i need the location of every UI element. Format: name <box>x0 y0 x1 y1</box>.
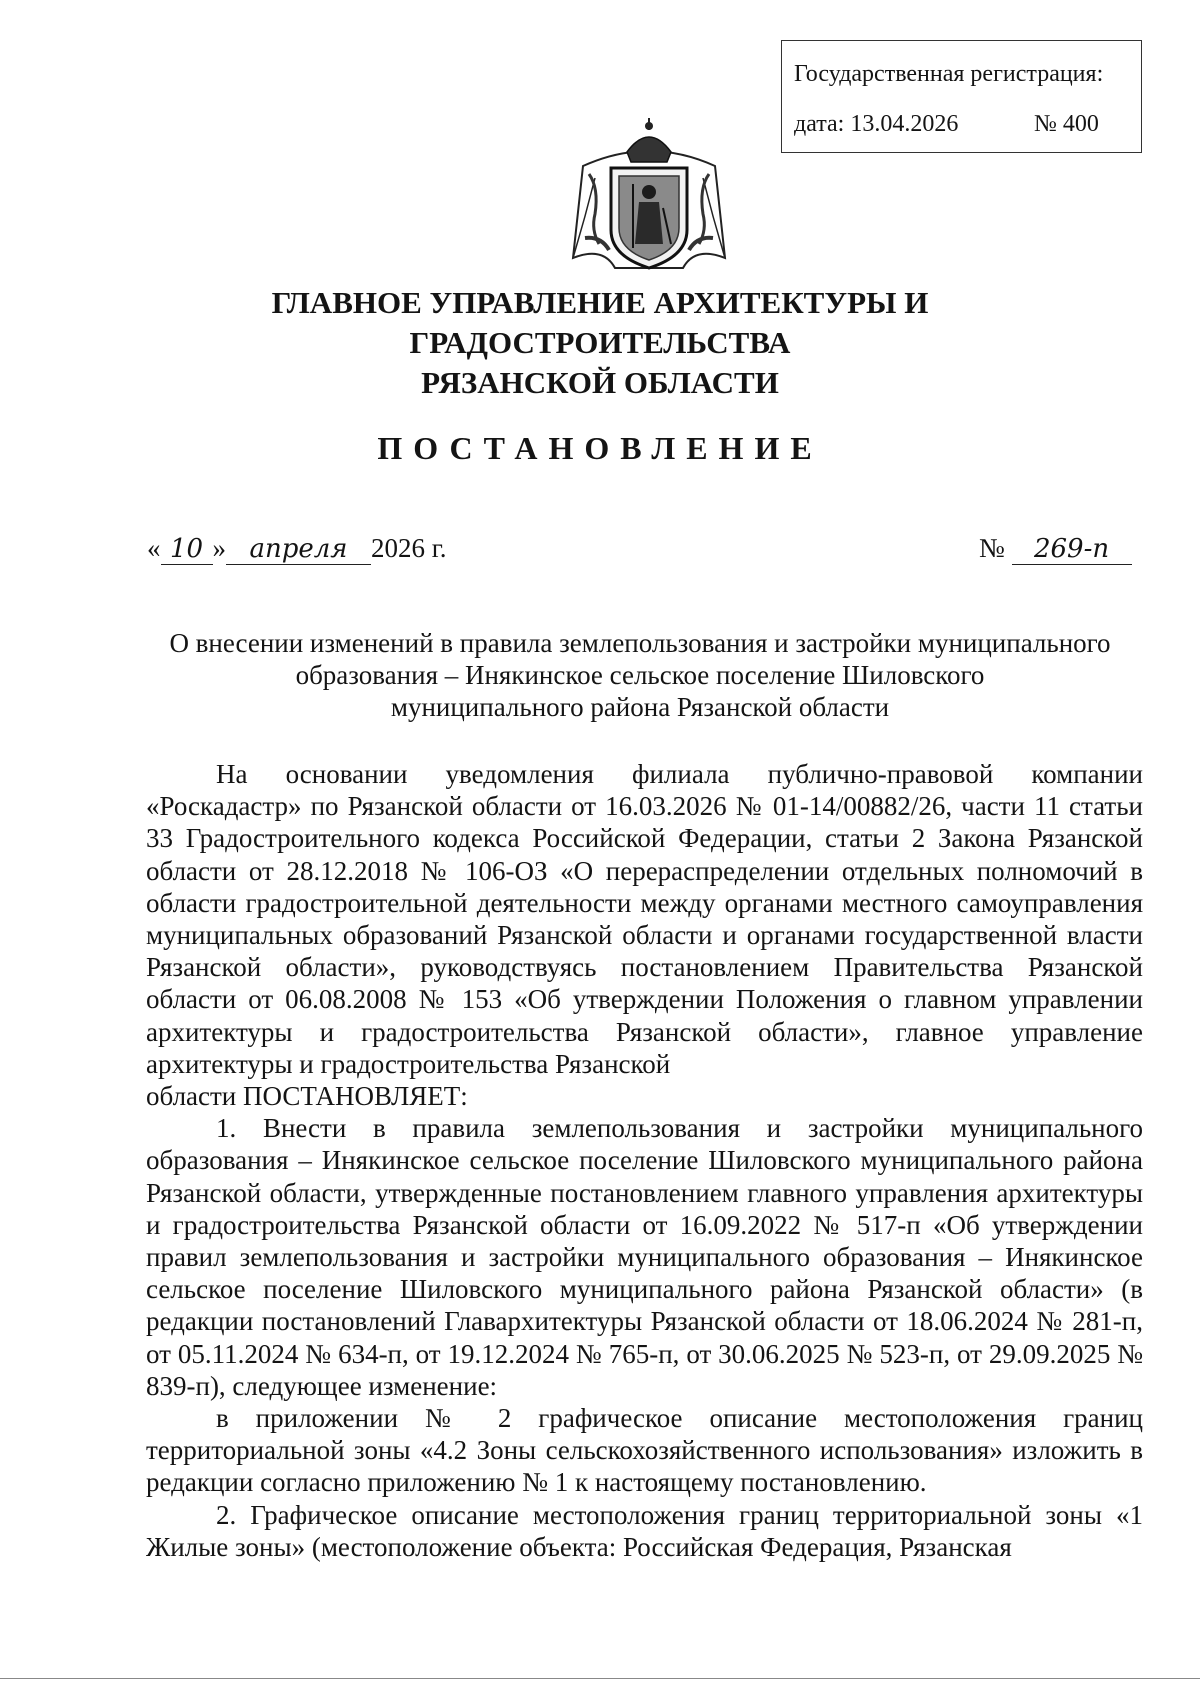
subject-line1: О внесении изменений в правила землепользования и застройки муниципального <box>169 628 1111 658</box>
date-open-quote: « <box>147 533 161 563</box>
document-date <box>147 533 447 565</box>
page-edge-divider <box>0 1678 1200 1679</box>
date-year: 2026 г. <box>371 533 447 563</box>
handwritten-number: 269-п <box>1012 534 1132 565</box>
organization-title <box>100 283 1100 403</box>
document-type-heading: ПОСТАНОВЛЕНИЕ <box>377 430 823 466</box>
subject-line3: муниципального района Рязанской области <box>390 692 890 722</box>
registration-title: Государственная регистрация: <box>794 61 1104 87</box>
handwritten-month: апреля <box>226 534 371 565</box>
registration-stamp <box>781 40 1142 153</box>
body-paragraph-preamble: На основании уведомления филиала публично-правовой компании «Роскадастр» по Рязанской области от 16.03.2026 № 01-14/00882/26, части 11 статьи 33 Градостроительного кодекса Российской Федерации, статьи 2 Закона Рязанской области от 28.12.2018 № 106-ОЗ «О перераспределении отдельных полномочий в области градостроительной деятельности между органами местного самоуправления муниципальных образований Рязанской области и органами государственной власти Рязанской области», руководствуясь постановлением Правительства Рязанской области от 06.08.2008 № 153 «Об утверждении Положения о главном управлении архитектуры и градостроительства Рязанской области», главное управление архитектуры и градостроительства Рязанской <box>146 759 1143 1079</box>
date-close-quote: » <box>212 533 226 563</box>
number-prefix: № <box>979 533 1005 563</box>
registration-number: № 400 <box>1034 111 1099 137</box>
handwritten-day: 10 <box>161 534 213 565</box>
body-paragraph-preamble-end: области ПОСТАНОВЛЯЕТ: <box>146 1081 468 1112</box>
body-paragraph-item2: 2. Графическое описание местоположения границ территориальной зоны «1 Жилые зоны» (местоположение объекта: Российская Федерация, Рязанская <box>146 1499 1143 1562</box>
registration-date: дата: 13.04.2026 <box>794 111 959 137</box>
document-subject <box>140 627 1140 723</box>
body-paragraph-item1: 1. Внести в правила землепользования и застройки муниципального образования – Инякинское сельское поселение Шиловского муниципального района Рязанской области, утвержденные постановлением главного управления архитектуры и градостроительства Рязанской области от 16.09.2022 № 517-п «Об утверждении правил землепользования и застройки муниципального образования – Инякинское сельское поселение Шиловского муниципального района Рязанской области» (в редакции постановлений Главархитектуры Рязанской области от 18.06.2024 № 281-п, от 05.11.2024 № 634-п, от 19.12.2024 № 765-п, от 30.06.2025 № 523-п, от 29.09.2025 № 839-п), следующее изменение: <box>146 1113 1143 1401</box>
organization-title-line1: ГЛАВНОЕ УПРАВЛЕНИЕ АРХИТЕКТУРЫ И ГРАДОСТРОИТЕЛЬСТВА <box>271 285 929 360</box>
body-paragraph-item1-change: в приложении № 2 графическое описание местоположения границ территориальной зоны «4.2 Зоны сельскохозяйственного использования» изложить в редакции согласно приложению № 1 к настоящему постановлению. <box>146 1403 1143 1498</box>
document-body <box>146 758 1143 1563</box>
coat-of-arms-icon <box>565 118 733 278</box>
organization-title-line2: РЯЗАНСКОЙ ОБЛАСТИ <box>421 365 779 400</box>
document-number <box>979 533 1132 565</box>
subject-line2: образования – Инякинское сельское поселение Шиловского <box>295 660 985 690</box>
